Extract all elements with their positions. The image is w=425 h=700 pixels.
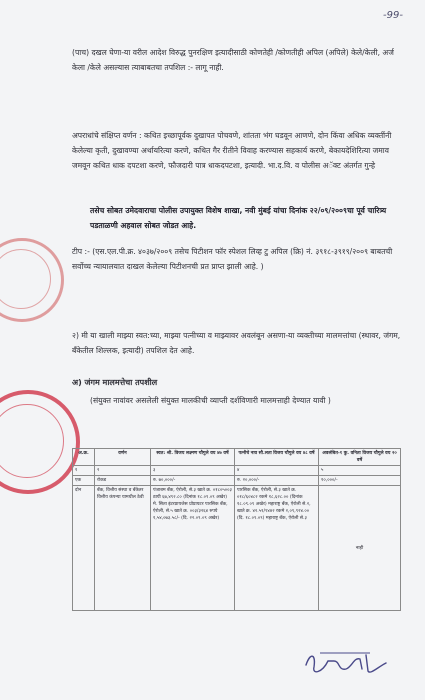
header-dependent: अवलंबित-१ कु. वनिता विजय चौगुले वय २० वर्षे (319, 449, 401, 466)
paragraph-assets-intro: २) मी या खाली माझ्या स्वत:च्या, माझ्या पत्नीच्या व माझ्यावर अवलंबून असणा-या व्यक्तीच्या मालमत्तांचा (स्थावर, जंगम, बँकेतील शिल्लक, इत्यादी) तपशिल देत आहे. (72, 331, 401, 355)
header-sr: अ.क्र. (73, 449, 95, 466)
table-cell: १ (73, 466, 95, 476)
table-cell: ५ (319, 466, 401, 476)
table-cell: एक (73, 476, 95, 486)
official-seal-stamp (0, 238, 64, 322)
table-header-row (73, 449, 401, 466)
section-heading-movable-assets: अ) जंगम मालमत्तेचा तपशील (72, 378, 158, 387)
notary-seal-stamp (0, 390, 80, 494)
table-row (73, 476, 401, 486)
paragraph-offence-summary: अपराधांचे संक्षिप्त वर्णन : कथित इच्छापूर्वक दुखापत पोचवणे, शांतता भंग घडवून आणणे, दोन किंवा अधिक व्यक्तींनी केलेल्या कृती, दुखावण्या अर्थायरित्या करणे, कथित गैर रीतीने विवाह करण्यास सहकार्य करणे, बेकायदेशिरित्या जमाव जमवून कथित धाक दपटशा करणे, फौजदारी पात्र धाकदपटशा, इत्यादी. भा.द.वि. व पोलीस अॅक्ट अंतर्गत गुन्हे (72, 131, 392, 170)
paragraph-police-report: तसेच सोबत उमेदवाराचा पोलीस उपायुक्त विशेष शाखा, नवी मुंबई यांचा दिनांक २२/०९/२००९चा पूर्व चारित्र्य पडताळणी अहवाल सोबत जोडत आहे. (90, 206, 387, 230)
header-self: स्वत: श्री. विजय लक्ष्मण चौगुले वय ४७ वर्षे (151, 449, 235, 466)
table-cell: नाही (319, 486, 401, 611)
table-cell: बँक, वित्तीय संस्था व बँकेतर वित्तीय कंपन्या यामधील ठेवी (95, 486, 151, 611)
page-number: -99- (383, 10, 403, 21)
table-cell: पंजाबम बँक, ऐरोली, से.३ खाते क्र. ०१८०५००३ ठायी ६७,४९२.८० (दिनांक १८.०९.०९ अखेर) मे. सिता इंटरप्रायजेस प्रोप्रायटर पारसिक बँक, ऐरोली, से.५ खाते क्र. ००३/३२६४ रुपये १,५४,०७३.५८/- (दि. २२.०९.०९ अखेर) (151, 486, 235, 611)
paragraph-appeal-details: (पाच) दखल घेणा-या वरील आदेश विरुद्ध पुनरक्षिण इत्यादीसाठी कोणतेही /कोणतीही अपिल (अपिले) केले/केली, अर्ज केला /केले असल्यास त्याबाबतचा तपशिल :- लागू नाही. (72, 48, 394, 72)
table-cell: ३ (151, 466, 235, 476)
handwritten-signature (300, 647, 390, 679)
header-description: वर्णन (95, 449, 151, 466)
table-cell: १०,०००/- (319, 476, 401, 486)
table-number-row (73, 466, 401, 476)
table-cell: रोकड (95, 476, 151, 486)
movable-assets-table (72, 448, 401, 611)
table-row (73, 486, 401, 611)
header-spouse: पत्नीचे नाव सौ.लता विजय चौगुले वय ४८ वर्षे (235, 449, 319, 466)
paragraph-note: टीप :- (एस.एल.पी.क्र. ४०३७/२००९ तसेच पिटीशन फॉर स्पेशल लिव्ह टु अपिल (क्रि) नं. ३९१८-३९१९/२००९ बाबतची सर्वोच्च न्यायालयात दाखल केलेल्या पिटीशनची प्रत प्राप्त झाली आहे. ) (72, 247, 393, 271)
table-cell: पारसिक बँक, ऐरोली, से.३ खाते क्र. ०१८/६०४८२ रकमे १८,६२८.०० (दिनांक १८.०९.०९ अखेर) महाराष्ट्र बँक, ऐरोली से.२, खाते क्र. ४२.५१/९४४२ रकमे २,०९,९२४.०० (दि. १८.०९.०९) महाराष्ट्र बँक, ऐरोली से.३ (235, 486, 319, 611)
table-cell: दोन (73, 486, 95, 611)
table-cell: २ (95, 466, 151, 476)
table-cell: ४ (235, 466, 319, 476)
table-cell: रु. ७०,०००/- (151, 476, 235, 486)
table-cell: रु. २०,०००/- (235, 476, 319, 486)
paragraph-joint-assets-note: (संयुक्त नावांवर असलेली संयुक्त मालकीची व्याप्ती दर्शविणारी मालमत्ताही देण्यात यावी ) (90, 396, 331, 405)
